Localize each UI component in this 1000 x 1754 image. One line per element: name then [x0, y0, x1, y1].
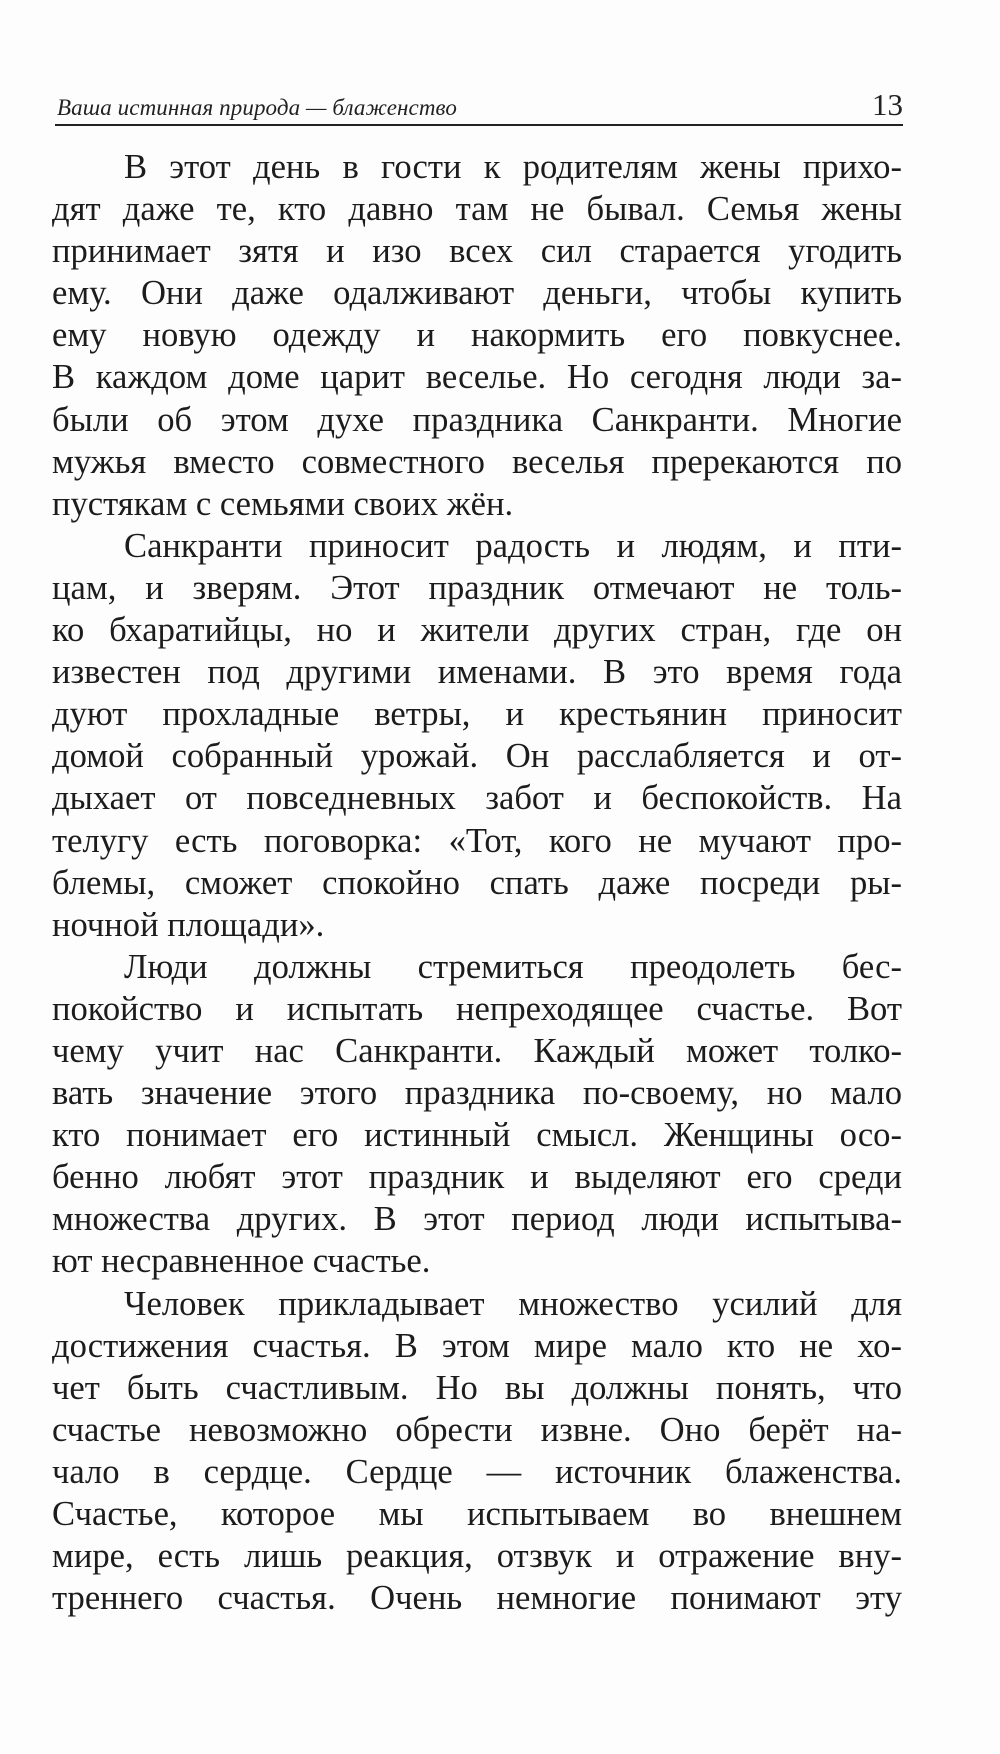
text-line: были об этом духе праздника Санкранти. Многие	[52, 400, 902, 439]
text-line: дят даже те, кто давно там не бывал. Семья жены	[52, 190, 902, 229]
text-line: чало в сердце. Сердце — источник блаженства.	[52, 1452, 902, 1491]
text-line: принимает зятя и изо всех сил старается угодить	[52, 232, 902, 271]
text-line: счастье невозможно обрести извне. Оно берёт на-	[52, 1410, 902, 1449]
page-number: 13	[872, 87, 903, 122]
text-line: бенно любят этот праздник и выделяют его среди	[52, 1158, 902, 1197]
text-line: кто понимает его истинный смысл. Женщины осо-	[52, 1116, 902, 1155]
text-line: В каждом доме царит веселье. Но сегодня люди за-	[52, 358, 902, 397]
text-line: треннего счастья. Очень немногие понимают эту	[52, 1579, 902, 1618]
text-line: известен под другими именами. В это время года	[52, 653, 902, 692]
text-line: Люди должны стремиться преодолеть бес-	[124, 947, 902, 986]
text-line: цам, и зверям. Этот праздник отмечают не толь-	[52, 568, 902, 607]
text-line: дыхает от повседневных забот и беспокойств. На	[52, 779, 902, 818]
text-line: множества других. В этот период люди испытыва-	[52, 1200, 902, 1239]
text-line: ночной площади».	[52, 905, 325, 944]
text-line: мужья вместо совместного веселья пререкаются по	[52, 442, 902, 481]
body-text	[52, 146, 902, 1619]
running-title: Ваша истинная природа — блаженство	[57, 95, 457, 120]
text-line: ему. Они даже одалживают деньги, чтобы купить	[52, 274, 902, 313]
text-line: мире, есть лишь реакция, отзвук и отражение вну-	[52, 1537, 902, 1576]
text-line: домой собранный урожай. Он расслабляется и от-	[52, 737, 902, 776]
text-line: чет быть счастливым. Но вы должны понять, что	[52, 1368, 902, 1407]
text-line: Человек прикладывает множество усилий для	[124, 1284, 902, 1323]
text-line: Счастье, которое мы испытываем во внешнем	[52, 1495, 902, 1533]
text-line: Санкранти приносит радость и людям, и пти-	[124, 526, 902, 565]
text-line: вать значение этого праздника по-своему, но мало	[52, 1074, 902, 1113]
text-line: дуют прохладные ветры, и крестьянин приносит	[52, 695, 902, 734]
text-line: покойство и испытать непреходящее счастье. Вот	[52, 989, 902, 1028]
text-line: В этот день в гости к родителям жены прихо-	[124, 148, 902, 186]
text-line: пустякам с семьями своих жён.	[52, 484, 514, 523]
text-line: ют несравненное счастье.	[52, 1242, 431, 1281]
text-line: блемы, сможет спокойно спать даже посреди ры-	[52, 863, 902, 902]
text-line: телугу есть поговорка: «Тот, кого не мучают про-	[52, 821, 902, 860]
text-line: чему учит нас Санкранти. Каждый может толко-	[52, 1031, 902, 1070]
text-line: достижения счастья. В этом мире мало кто не хо-	[52, 1326, 902, 1365]
text-line: ему новую одежду и накормить его повкуснее.	[52, 316, 902, 355]
running-header	[55, 88, 903, 126]
text-line: ко бхаратийцы, но и жители других стран, где он	[52, 611, 902, 650]
